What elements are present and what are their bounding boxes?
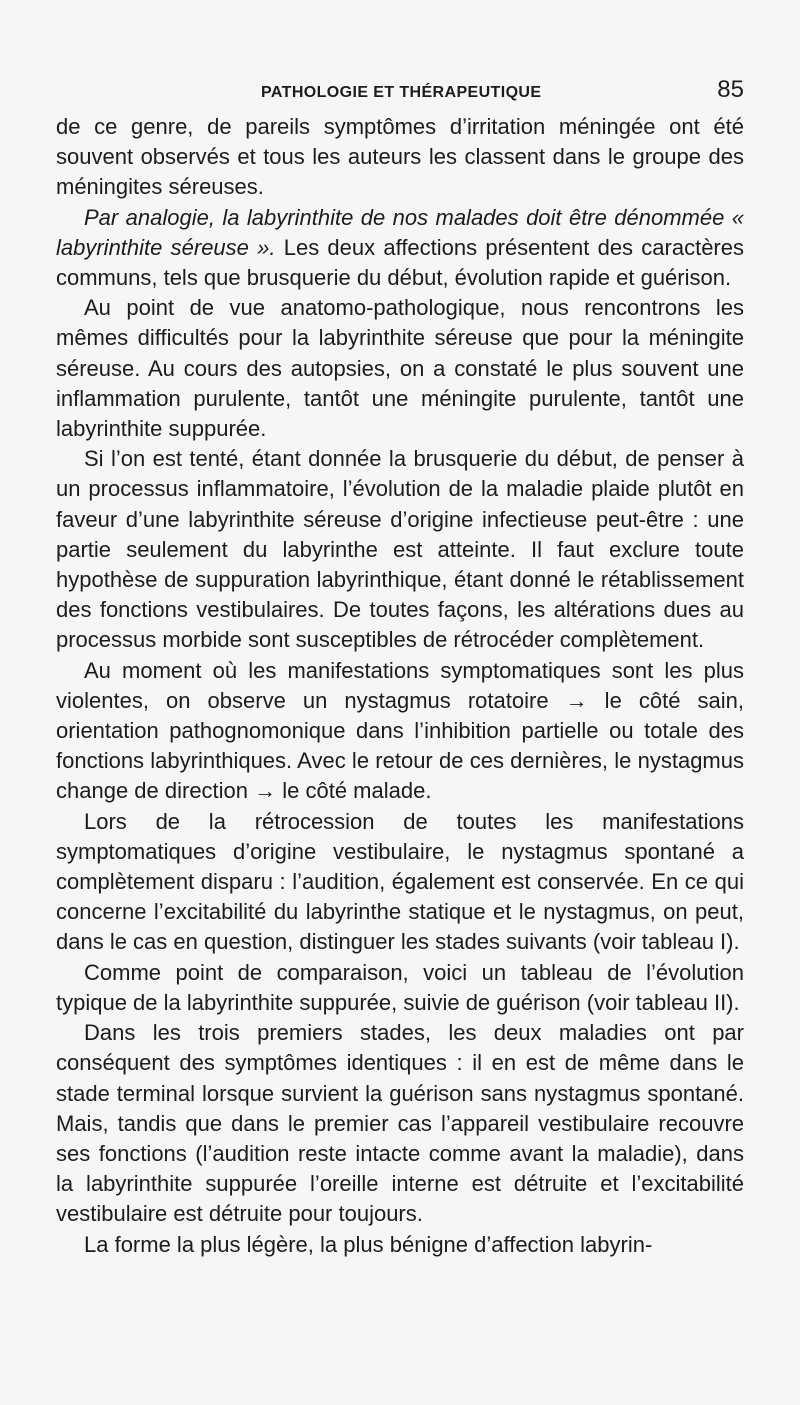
paragraph <box>56 444 744 655</box>
paragraph-text: Si l’on est tenté, étant donnée la brusquerie du début, de penser à un processus inflammatoire, l’évolution de la maladie plaide plutôt en faveur d’une labyrinthite séreuse d’origine infectieuse peut-être : une partie seulement du labyrinthe est atteinte. Il faut exclure toute hypothèse de suppuration labyrinthique, étant donné le rétablissement des fonctions vestibulaires. De toutes façons, les altérations dues au processus morbide sont susceptibles de rétrocéder complètement. <box>56 446 744 653</box>
paragraph-text: Les deux affections présentent des caractères communs, tels que brusquerie du début, évolution rapide et guérison. <box>56 234 744 291</box>
paragraph <box>56 112 744 203</box>
paragraph-text: de ce genre, de pareils symptômes d’irritation méningée ont été souvent observés et tous les auteurs les classent dans le groupe des méningites séreuses. <box>56 114 744 200</box>
page-header <box>56 72 744 112</box>
italic-lead: Par analogie, la labyrinthite de nos malades doit être dénommée « labyrinthite séreuse ». <box>56 204 744 260</box>
running-title: PATHOLOGIE ET THÉRAPEUTIQUE <box>261 84 542 101</box>
book-page <box>56 72 744 1260</box>
paragraph <box>56 958 744 1018</box>
paragraph <box>56 807 744 958</box>
paragraph-text: Lors de la rétrocession de toutes les manifestations symptomatiques d’origine vestibulaire, le nystagmus spontané a complètement disparu : l’audition, également est conservée. En ce qui concerne l’excitabilité du labyrinthe statique et le nystagmus, on peut, dans le cas en question, distinguer les stades suivants (voir tableau I). <box>56 808 744 955</box>
paragraph-text: La forme la plus légère, la plus bénigne d’affection labyrin- <box>84 1231 653 1257</box>
page-number: 85 <box>717 76 744 103</box>
body-text <box>56 112 744 1260</box>
paragraph-text: Comme point de comparaison, voici un tableau de l’évolution typique de la labyrinthite suppurée, suivie de guérison (voir tableau II). <box>56 959 744 1015</box>
paragraph <box>56 293 744 444</box>
paragraph <box>56 203 744 294</box>
paragraph-text: Au point de vue anatomo-pathologique, nous rencontrons les mêmes difficultés pour la labyrinthite séreuse que pour la méningite séreuse. Au cours des autopsies, on a constaté le plus souvent une inflammation purulente, tantôt une méningite purulente, tantôt une labyrinthite suppurée. <box>56 295 744 442</box>
paragraph <box>56 1230 744 1260</box>
paragraph <box>56 656 744 807</box>
paragraph-text: Dans les trois premiers stades, les deux maladies ont par conséquent des symptômes identiques : il en est de même dans le stade terminal lorsque survient la guérison sans nystagmus spontané. Mais, tandis que dans le premier cas l’appareil vestibulaire recouvre ses fonctions (l’audition reste intacte comme avant la maladie), dans la labyrinthite suppurée l’oreille interne est détruite et l’excitabilité vestibulaire est détruite pour toujours. <box>56 1020 744 1227</box>
paragraph-text: Au moment où les manifestations symptomatiques sont les plus violentes, on observe un nystagmus rotatoire → le côté sain, orientation pathognomonique dans l’inhibition partielle ou totale des fonctions labyrinthiques. Avec le retour de ces dernières, le nystagmus change de direction → le côté malade. <box>56 657 744 804</box>
paragraph <box>56 1018 744 1229</box>
